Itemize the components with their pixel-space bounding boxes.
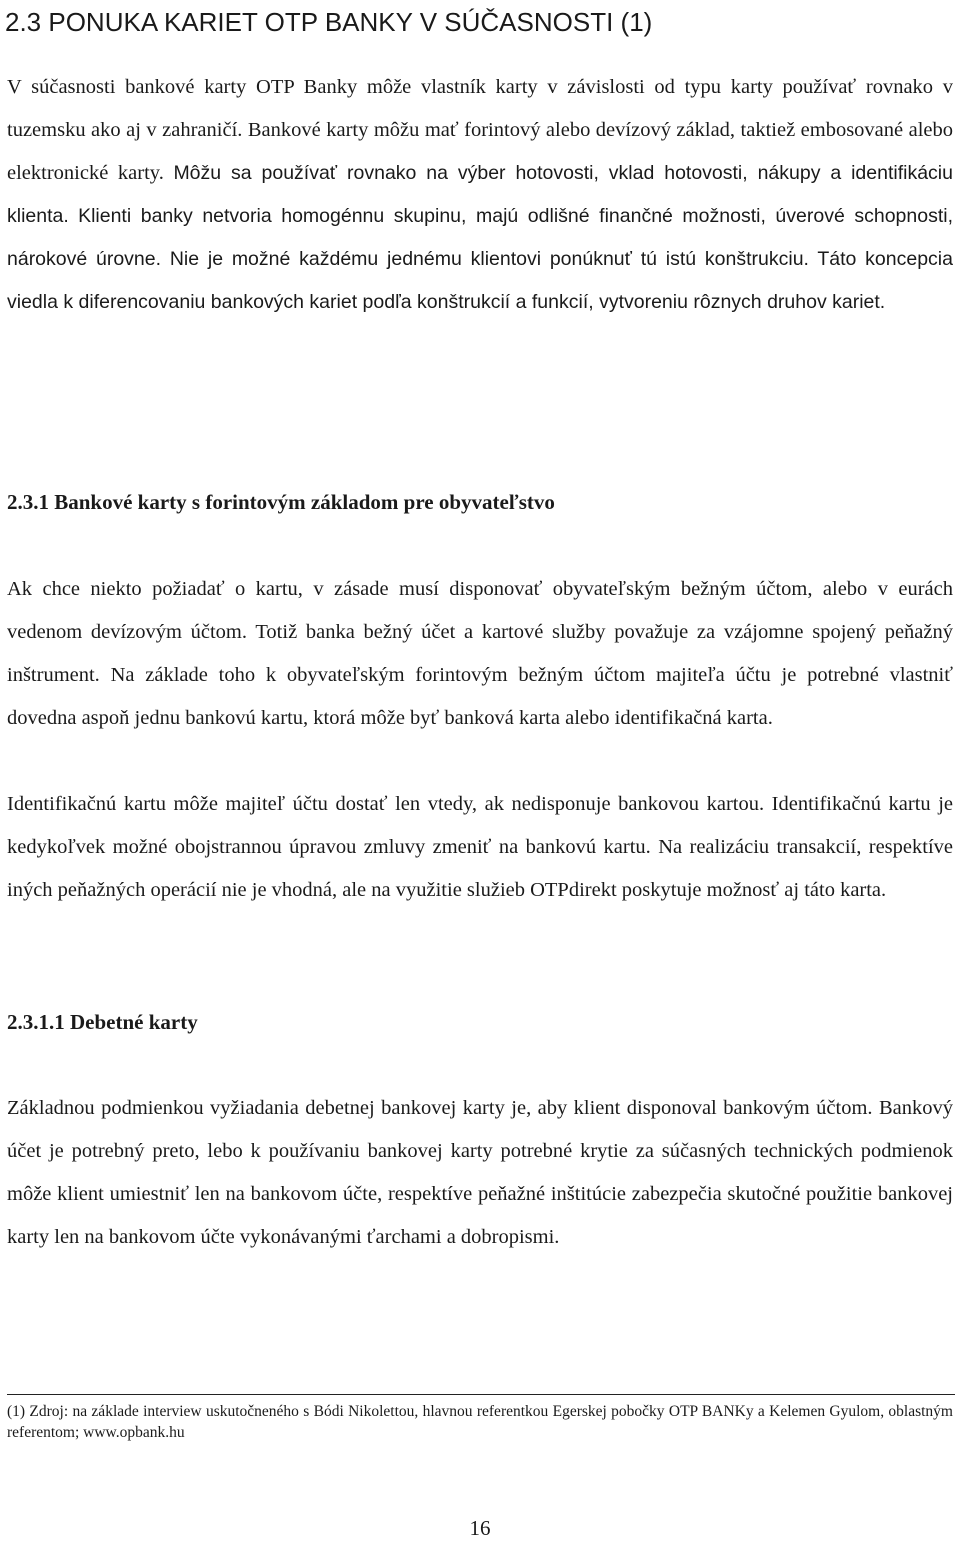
subsection-paragraph-1: Ak chce niekto požiadať o kartu, v zásade musí disponovať obyvateľským bežným účtom, alebo v eurách vedenom devízovým účtom. Totiž banka bežný účet a kartové služby považuje za vzájomne spojený peňažný inštrument. Na základe toho k obyvateľským forintovým bežným účtom majiteľa účtu je potrebné vlastniť dovedna aspoň jednu bankovú kartu, ktorá môže byť banková karta alebo identifikačná karta. xyxy=(7,578,953,729)
subsection-heading: 2.3.1 Bankové karty s forintovým základom pre obyvateľstvo xyxy=(7,490,555,514)
subsubsection-paragraph: Základnou podmienkou vyžiadania debetnej bankovej karty je, aby klient disponoval bankovým účtom. Bankový účet je potrebný preto, lebo k používaniu bankovej karty potrebné krytie za súčasných technických podmienok môže klient umiestniť len na bankovom účte, respektíve peňažné inštitúcie zabezpečia skutočné použitie bankovej karty len na bankovom účte vykonávanými ťarchami a dobropismi. xyxy=(7,1097,953,1248)
subsubsection-heading: 2.3.1.1 Debetné karty xyxy=(7,1010,198,1034)
subsection-paragraph-2: Identifikačnú kartu môže majiteľ účtu dostať len vtedy, ak nedisponuje bankovou kartou. Identifikačnú kartu je kedykoľvek možné obojstrannou úpravou zmluvy zmeniť na bankovú kartu. Na realizáciu transakcií, respektíve iných peňažných operácií nie je vhodná, ale na využitie služieb OTPdirekt poskytuje možnosť aj táto karta. xyxy=(7,793,953,901)
footnote: (1) Zdroj: na základe interview uskutočneného s Bódi Nikolettou, hlavnou referentkou Egerskej pobočky OTP BANKy a Kelemen Gyulom, oblastným referentom; www.opbank.hu xyxy=(7,1403,953,1441)
intro-text-part3: Klienti banky netvoria homogénnu skupinu, majú odlišné finančné možnosti, úverové schopnosti, nárokové úrovne. Nie je možné každému jednému klientovi ponúknuť tú istú konštrukciu. Táto koncepcia viedla k diferencovaniu bankových kariet podľa konštrukcií a funkcií, vytvoreniu rôznych druhov kariet. xyxy=(7,205,954,313)
intro-text-part1: V súčasnosti bankové karty OTP Banky môže vlastník karty v závislosti od typu karty používať rovnako v tuzemsku ako aj v zahraničí. Bankové karty môžu mať forintový alebo devízový základ, taktiež embosované alebo elektronické karty. xyxy=(7,76,953,184)
page-number: 16 xyxy=(469,1516,491,1540)
footnote-divider xyxy=(7,1394,955,1395)
intro-text-part2: Môžu sa používať rovnako na výber hotovosti, vklad hotovosti, nákupy a identifikáciu klienta. xyxy=(7,162,953,227)
section-title: 2.3 PONUKA KARIET OTP BANKY V SÚČASNOSTI (1) xyxy=(5,7,653,37)
intro-paragraph xyxy=(7,66,953,324)
